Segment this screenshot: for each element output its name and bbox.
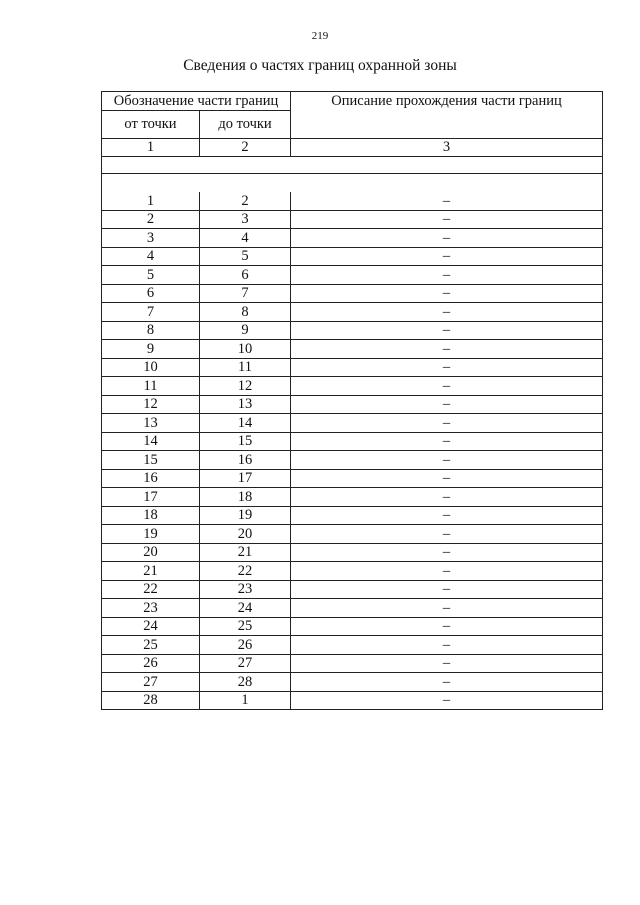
to-point-header: до точки <box>200 111 291 139</box>
column-number-3: 3 <box>291 139 603 157</box>
from-point-cell: 2 <box>102 210 200 229</box>
column-number-row <box>102 139 603 157</box>
description-cell: – <box>291 210 603 229</box>
to-point-cell: 12 <box>200 377 291 396</box>
column-number-1: 1 <box>102 139 200 157</box>
from-point-cell: 1 <box>102 192 200 210</box>
description-cell: – <box>291 229 603 248</box>
description-cell: – <box>291 654 603 673</box>
to-point-cell: 21 <box>200 543 291 562</box>
to-point-cell: 5 <box>200 247 291 266</box>
description-cell: – <box>291 192 603 210</box>
spacer-cell <box>102 174 603 193</box>
table-row <box>102 469 603 488</box>
table-row <box>102 599 603 618</box>
table-row <box>102 266 603 285</box>
from-point-cell: 18 <box>102 506 200 525</box>
description-cell: – <box>291 599 603 618</box>
to-point-cell: 18 <box>200 488 291 507</box>
table-row <box>102 506 603 525</box>
table-row <box>102 303 603 322</box>
from-point-cell: 25 <box>102 636 200 655</box>
to-point-cell: 7 <box>200 284 291 303</box>
from-point-cell: 19 <box>102 525 200 544</box>
description-cell: – <box>291 432 603 451</box>
from-point-cell: 10 <box>102 358 200 377</box>
table-row <box>102 358 603 377</box>
to-point-cell: 8 <box>200 303 291 322</box>
to-point-cell: 17 <box>200 469 291 488</box>
from-point-cell: 9 <box>102 340 200 359</box>
from-point-cell: 15 <box>102 451 200 470</box>
blank-cell <box>102 157 603 174</box>
table-row <box>102 395 603 414</box>
to-point-cell: 6 <box>200 266 291 285</box>
from-point-cell: 24 <box>102 617 200 636</box>
description-cell: – <box>291 414 603 433</box>
to-point-cell: 10 <box>200 340 291 359</box>
from-point-cell: 27 <box>102 673 200 692</box>
description-cell: – <box>291 469 603 488</box>
table-row <box>102 636 603 655</box>
description-cell: – <box>291 506 603 525</box>
table-row <box>102 451 603 470</box>
table-row <box>102 488 603 507</box>
description-cell: – <box>291 525 603 544</box>
to-point-cell: 27 <box>200 654 291 673</box>
column-number-2: 2 <box>200 139 291 157</box>
table-row <box>102 414 603 433</box>
from-point-cell: 6 <box>102 284 200 303</box>
blank-row <box>102 157 603 174</box>
table-row <box>102 340 603 359</box>
table-row <box>102 580 603 599</box>
description-cell: – <box>291 691 603 710</box>
description-cell: – <box>291 488 603 507</box>
from-point-cell: 4 <box>102 247 200 266</box>
description-cell: – <box>291 673 603 692</box>
table-row <box>102 192 603 210</box>
table-row <box>102 229 603 248</box>
to-point-cell: 3 <box>200 210 291 229</box>
from-point-cell: 8 <box>102 321 200 340</box>
from-point-cell: 13 <box>102 414 200 433</box>
from-point-cell: 5 <box>102 266 200 285</box>
to-point-cell: 28 <box>200 673 291 692</box>
to-point-cell: 13 <box>200 395 291 414</box>
description-cell: – <box>291 580 603 599</box>
description-cell: – <box>291 617 603 636</box>
to-point-cell: 26 <box>200 636 291 655</box>
description-cell: – <box>291 543 603 562</box>
to-point-cell: 20 <box>200 525 291 544</box>
description-cell: – <box>291 636 603 655</box>
table-row <box>102 525 603 544</box>
boundary-parts-table <box>101 91 603 710</box>
boundary-description-header: Описание прохождения части границ <box>291 92 603 139</box>
description-cell: – <box>291 321 603 340</box>
to-point-cell: 11 <box>200 358 291 377</box>
table-row <box>102 654 603 673</box>
page-number: 219 <box>311 30 329 42</box>
from-point-cell: 20 <box>102 543 200 562</box>
from-point-header: от точки <box>102 111 200 139</box>
boundary-part-designation-header: Обозначение части границ <box>102 92 291 111</box>
from-point-cell: 28 <box>102 691 200 710</box>
table-row <box>102 210 603 229</box>
to-point-cell: 9 <box>200 321 291 340</box>
from-point-cell: 23 <box>102 599 200 618</box>
table-header-row <box>102 92 603 111</box>
table-row <box>102 377 603 396</box>
from-point-cell: 7 <box>102 303 200 322</box>
to-point-cell: 22 <box>200 562 291 581</box>
description-cell: – <box>291 562 603 581</box>
from-point-cell: 3 <box>102 229 200 248</box>
from-point-cell: 22 <box>102 580 200 599</box>
to-point-cell: 23 <box>200 580 291 599</box>
to-point-cell: 24 <box>200 599 291 618</box>
table-row <box>102 673 603 692</box>
from-point-cell: 17 <box>102 488 200 507</box>
table-row <box>102 321 603 340</box>
from-point-cell: 16 <box>102 469 200 488</box>
to-point-cell: 19 <box>200 506 291 525</box>
description-cell: – <box>291 303 603 322</box>
from-point-cell: 21 <box>102 562 200 581</box>
description-cell: – <box>291 266 603 285</box>
from-point-cell: 12 <box>102 395 200 414</box>
description-cell: – <box>291 395 603 414</box>
spacer-row <box>102 174 603 193</box>
page-title: Сведения о частях границ охранной зоны <box>183 57 457 74</box>
from-point-cell: 11 <box>102 377 200 396</box>
to-point-cell: 14 <box>200 414 291 433</box>
to-point-cell: 16 <box>200 451 291 470</box>
description-cell: – <box>291 340 603 359</box>
description-cell: – <box>291 358 603 377</box>
table-row <box>102 562 603 581</box>
from-point-cell: 26 <box>102 654 200 673</box>
table-row <box>102 247 603 266</box>
table-row <box>102 691 603 710</box>
description-cell: – <box>291 284 603 303</box>
to-point-cell: 4 <box>200 229 291 248</box>
table-row <box>102 432 603 451</box>
from-point-cell: 14 <box>102 432 200 451</box>
to-point-cell: 25 <box>200 617 291 636</box>
table-row <box>102 543 603 562</box>
description-cell: – <box>291 247 603 266</box>
to-point-cell: 15 <box>200 432 291 451</box>
table-row <box>102 617 603 636</box>
table-row <box>102 284 603 303</box>
description-cell: – <box>291 377 603 396</box>
to-point-cell: 2 <box>200 192 291 210</box>
description-cell: – <box>291 451 603 470</box>
to-point-cell: 1 <box>200 691 291 710</box>
